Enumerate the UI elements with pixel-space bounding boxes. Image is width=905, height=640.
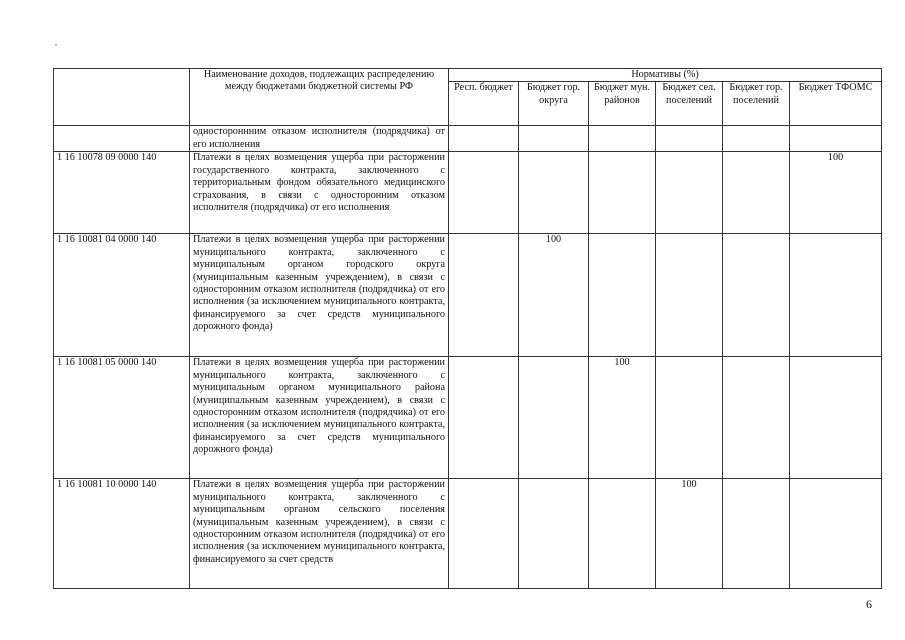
normative-value [790,126,882,152]
page-number: 6 [866,597,872,611]
normative-value [723,126,790,152]
col-header-tfoms: Бюджет ТФОМС [790,82,882,126]
normative-value [656,234,723,357]
normative-value [723,357,790,479]
normative-value [790,234,882,357]
table-row [54,152,882,234]
table-row [54,234,882,357]
normative-value [790,357,882,479]
normative-value [656,126,723,152]
normative-value [449,126,519,152]
normative-value [790,479,882,589]
normative-value [723,152,790,234]
normative-value: 100 [656,479,723,589]
normative-value [519,479,589,589]
revenue-name: Платежи в целях возмещения ущерба при расторжении государственного контракта, заключенного с территориальным фондом обязательного медицинского страхования, в связи с односторонним отказом исполнителя (подрядчика) от его исполнения [190,152,449,234]
revenue-code: 1 16 10081 10 0000 140 [54,479,190,589]
revenue-code [54,126,190,152]
scan-speck [55,44,57,46]
normative-value [519,357,589,479]
revenue-code: 1 16 10078 09 0000 140 [54,152,190,234]
revenue-distribution-table [53,68,882,589]
revenue-code: 1 16 10081 04 0000 140 [54,234,190,357]
normative-value [449,234,519,357]
normative-value [449,357,519,479]
table-row [54,126,882,152]
normative-value [656,357,723,479]
normative-value [589,126,656,152]
normative-value [449,152,519,234]
col-header-mun-rayon: Бюджет мун. районов [589,82,656,126]
normatives-header: Нормативы (%) [449,69,882,82]
normative-value [656,152,723,234]
table-row [54,357,882,479]
normative-value [589,479,656,589]
normative-value: 100 [790,152,882,234]
col-header-gor-okrug: Бюджет гор. округа [519,82,589,126]
col-header-sel-posel: Бюджет сел. поселений [656,82,723,126]
revenue-name: Платежи в целях возмещения ущерба при расторжении муниципального контракта, заключенного с муниципальным органом сельского поселения (муниципальным казенным учреждением), в связи с односторонним отказом исполнителя (подрядчика) от его исполнения (за исключением муниципального контракта, финансируемого за счет средств [190,479,449,589]
col-header-gor-posel: Бюджет гор. поселений [723,82,790,126]
normative-value: 100 [589,357,656,479]
normative-value: 100 [519,234,589,357]
revenue-code: 1 16 10081 05 0000 140 [54,357,190,479]
revenue-name: Платежи в целях возмещения ущерба при расторжении муниципального контракта, заключенного с муниципальным органом городского округа (муниципальным казенным учреждением), в связи с односторонним отказом исполнителя (подрядчика) от его исполнения (за исключением муниципального контракта, финансируемого за счет средств муниципального дорожного фонда) [190,234,449,357]
normative-value [723,234,790,357]
normative-value [589,152,656,234]
table-row [54,479,882,589]
normative-value [519,152,589,234]
revenue-name: одностороннним отказом исполнителя (подрядчика) от его исполнения [190,126,449,152]
col-header-resp: Респ. бюджет [449,82,519,126]
code-column-header [54,69,190,126]
normative-value [449,479,519,589]
normative-value [723,479,790,589]
name-column-header: Наименование доходов, подлежащих распределению между бюджетами бюджетной системы РФ [190,69,449,126]
revenue-name: Платежи в целях возмещения ущерба при расторжении муниципального контракта, заключенного с муниципальным органом муниципального района (муниципальным казенным учреждением), в связи с односторонним отказом исполнителя (подрядчика) от его исполнения (за исключением муниципального контракта, финансируемого за счет средств муниципального дорожного фонда) [190,357,449,479]
normative-value [519,126,589,152]
normative-value [589,234,656,357]
